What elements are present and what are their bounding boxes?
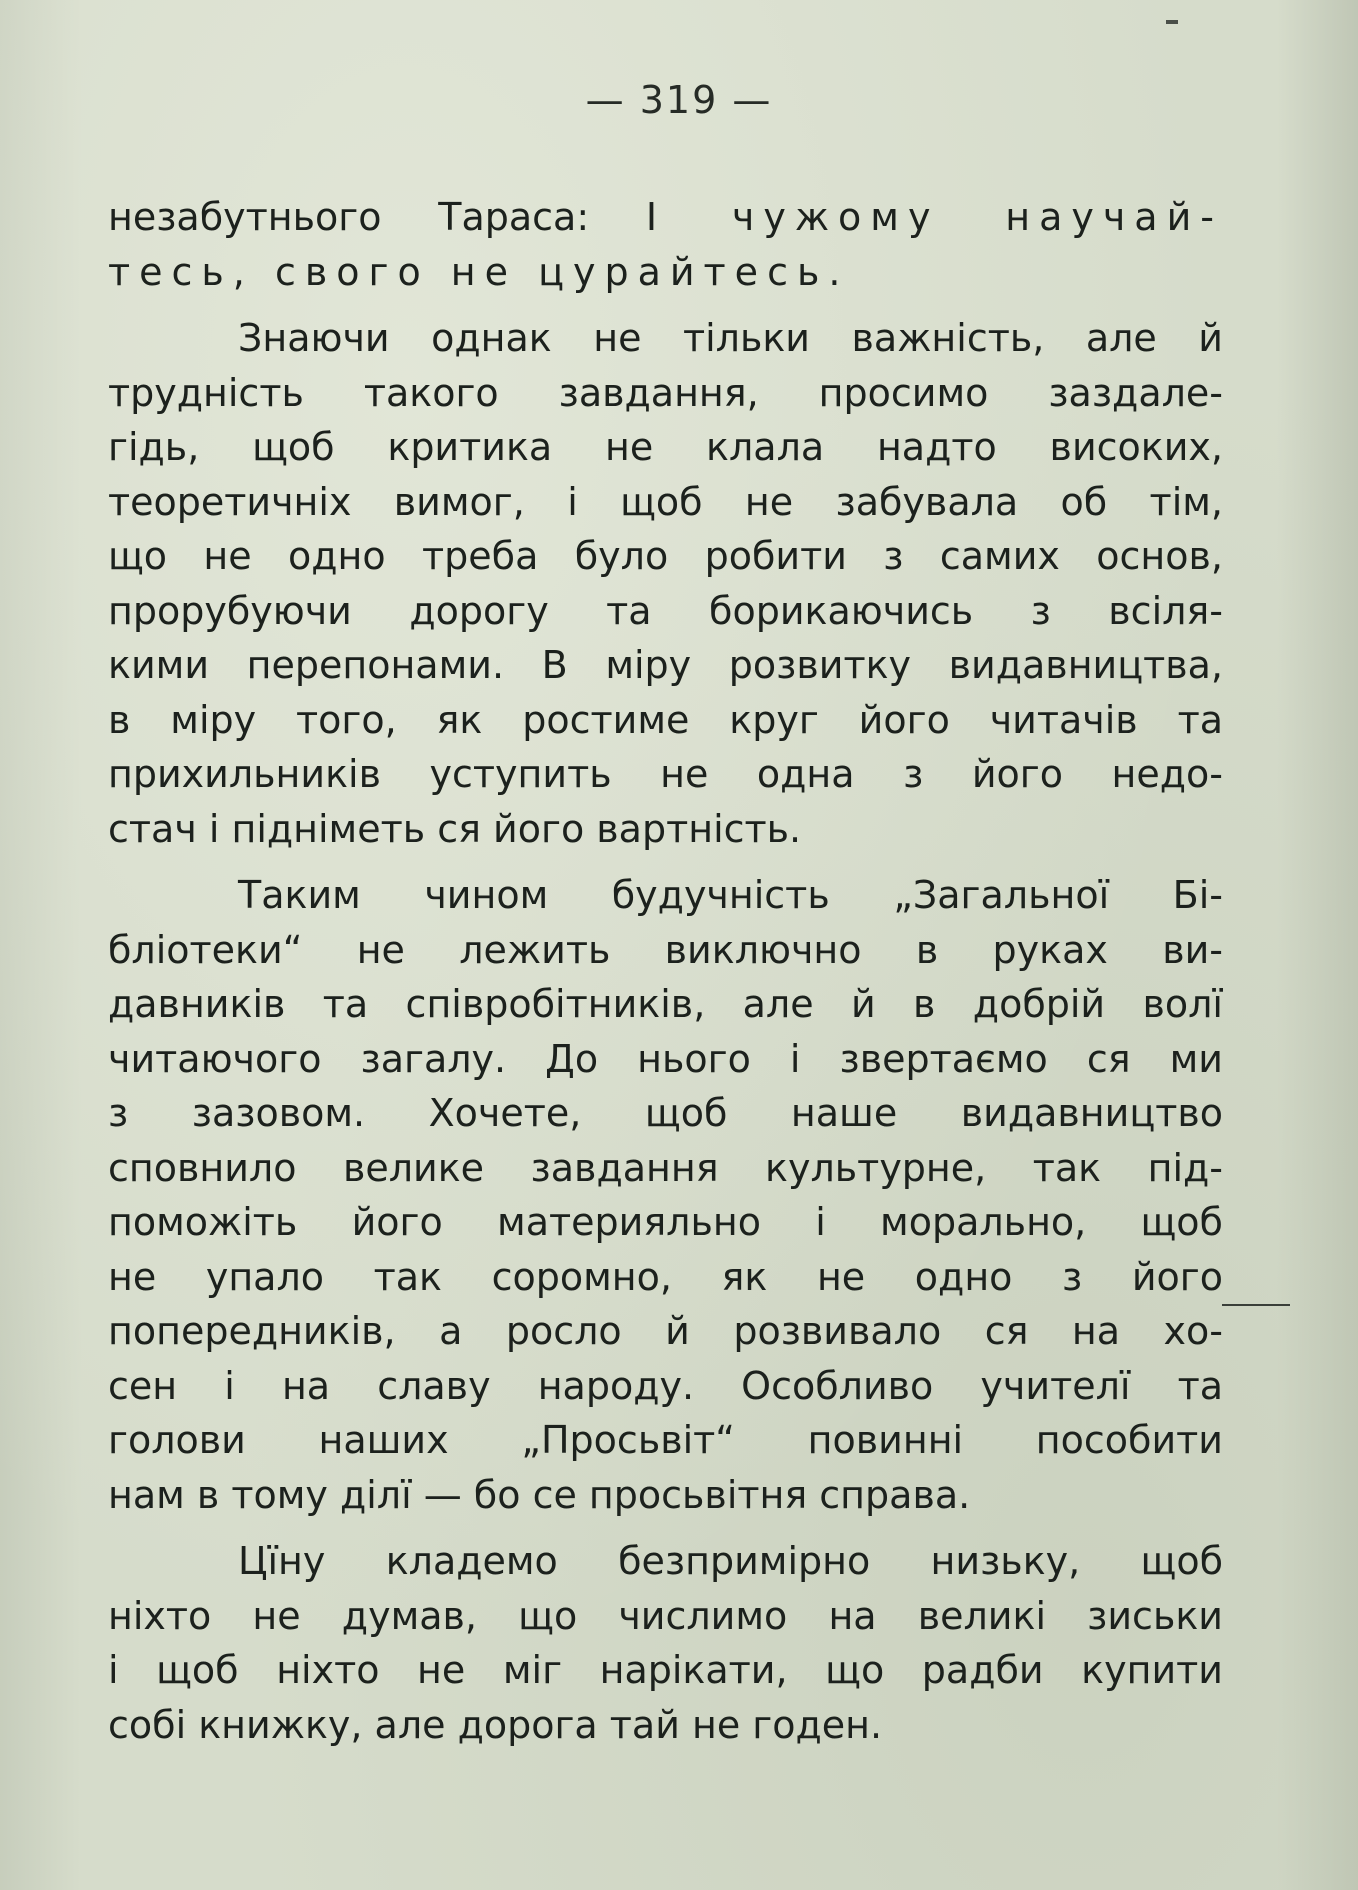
text-line (108, 245, 1223, 300)
corner-ink-mark (1166, 20, 1178, 24)
text-line: сен і на славу народу. Особливо учителї та (108, 1363, 1223, 1408)
text-line: теоретичніх вимог, і щоб не забувала об тім, (108, 479, 1223, 524)
paragraph-gap (108, 299, 1223, 311)
text-line: поможіть його материяльно і морально, щоб (108, 1200, 1223, 1244)
paragraph (108, 190, 1223, 299)
paragraph (108, 1534, 1223, 1752)
text-line: трудність такого завдання, просимо заздале- (108, 370, 1223, 415)
text-line: бліотеки“ не лежить виключно в руках ви- (108, 927, 1223, 972)
text-line: читаючого загалу. До нього і звертаємо ся ми (108, 1036, 1223, 1081)
text-line: з зазовом. Хочете, щоб наше видавництво (108, 1091, 1223, 1135)
paragraph-gap (108, 856, 1223, 868)
paragraph (108, 868, 1223, 1522)
text-line: Знаючи однак не тільки важність, але й (238, 316, 1223, 360)
text-line: не упало так соромно, як не одно з його (108, 1254, 1223, 1299)
text-line: прорубуючи дорогу та борикаючись з всіля- (108, 588, 1223, 633)
text-line: нам в тому ділї — бо се просьвітня справа. (108, 1472, 971, 1517)
text-line: і щоб ніхто не міг нарікати, що радби купити (108, 1648, 1223, 1692)
text-line: стач і підніметь ся його вартність. (108, 806, 802, 851)
text-line: кими перепонами. В міру розвитку видавництва, (108, 643, 1223, 687)
text-line: Таким чином будучність „Загальної Бі- (238, 873, 1223, 917)
spaced-emphasis: І чужому научай- (645, 195, 1223, 239)
text-line: собі книжку, але дорога тай не годен. (108, 1702, 883, 1747)
text-line: в міру того, як ростиме круг його читачів та (108, 697, 1223, 742)
text-line: давників та співробітників, але й в добрій волї (108, 982, 1223, 1026)
text-line: ніхто не думав, що числимо на великі зиськи (108, 1593, 1223, 1638)
text-line: що не одно треба було робити з самих основ, (108, 534, 1223, 578)
text-line: Цїну кладемо безпримірно низьку, щоб (238, 1539, 1223, 1583)
text-line: прихильників уступить не одна з його недо- (108, 752, 1223, 796)
text-line: гідь, щоб критика не клала надто високих, (108, 425, 1223, 469)
text-line: сповнило велике завдання культурне, так під- (108, 1145, 1223, 1190)
body-text (108, 190, 1223, 1752)
text-line: попередників, а росло й розвивало ся на хо- (108, 1309, 1223, 1353)
margin-line-mark (1222, 1304, 1290, 1306)
spaced-emphasis: тесь, свого не цурайтесь. (108, 249, 850, 294)
text-line: незабутнього Тараса: І чужому научай- (108, 195, 1223, 239)
text-line: голови наших „Просьвіт“ повинні пособити (108, 1418, 1223, 1462)
paragraph-gap (108, 1522, 1223, 1534)
page-number: — 319 — (585, 78, 773, 122)
paragraph (108, 311, 1223, 856)
